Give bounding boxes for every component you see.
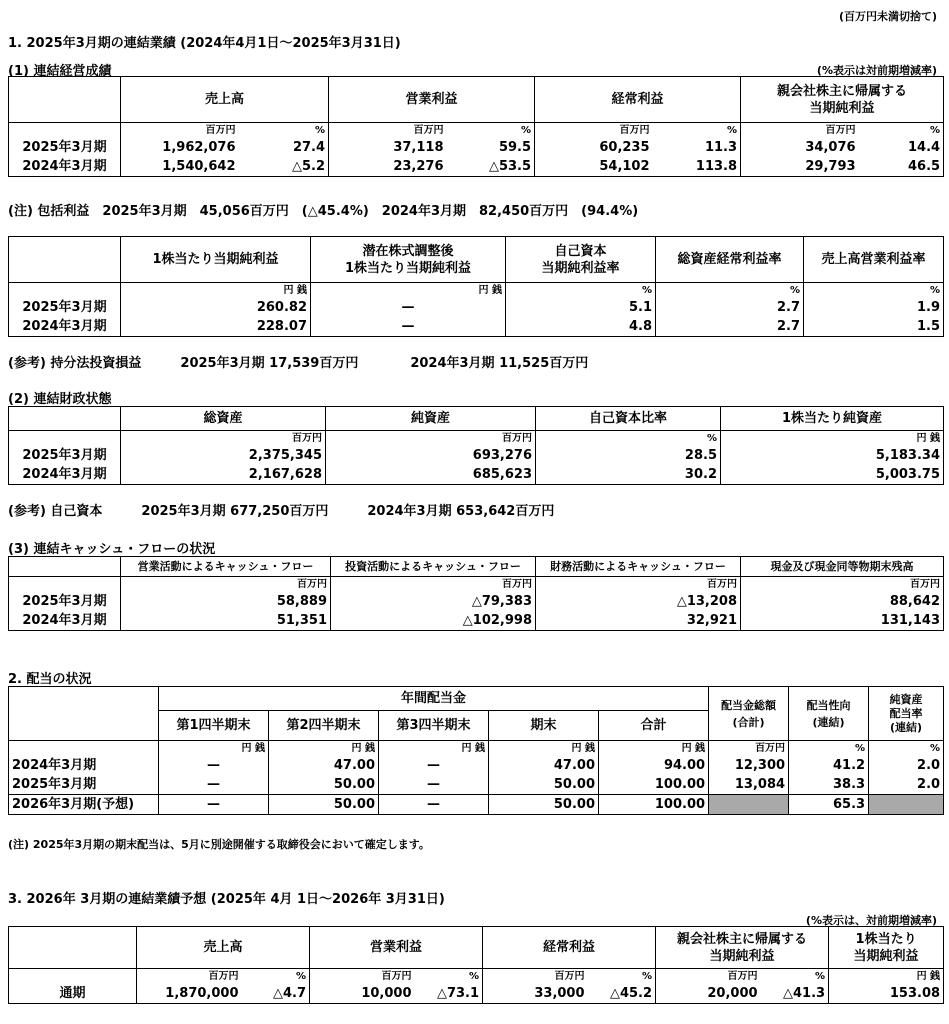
forecast-table [8, 926, 944, 1004]
header-dividend-on-equity: 純資産 配当率 (連結) [869, 687, 944, 741]
cell: 131,143 [741, 611, 944, 631]
header-eps: 1株当たり当期純利益 [121, 237, 311, 283]
cell: 1,870,000 [137, 984, 242, 1004]
cell: △41.3 [761, 984, 829, 1004]
unit: 百万円 [310, 969, 415, 985]
header-roe: 自己資本 当期純利益率 [506, 237, 656, 283]
cash-flow-table [8, 556, 944, 631]
cell: △73.1 [415, 984, 483, 1004]
unit: % [804, 283, 944, 299]
header-operating-cf: 営業活動によるキャッシュ・フロー [121, 557, 331, 577]
unit: 円 銭 [829, 969, 944, 985]
header-total-dividend: 配当金総額 (合計) [709, 687, 789, 741]
unit: % [653, 123, 741, 139]
cell: 46.5 [859, 157, 944, 177]
row-label: 通期 [9, 984, 137, 1004]
unit: % [536, 431, 721, 447]
header-net-assets: 純資産 [326, 407, 536, 431]
cell: 28.5 [536, 446, 721, 465]
header-diluted-eps: 潜在株式調整後 1株当たり当期純利益 [311, 237, 506, 283]
cell: △4.7 [242, 984, 310, 1004]
cell: 41.2 [789, 756, 869, 775]
equity-method-note: (参考) 持分法投資損益 2025年3月期 17,539百万円 2024年3月期 11,525百万円 [8, 356, 589, 371]
row-label: 2026年3月期(予想) [9, 795, 159, 815]
cell: 20,000 [656, 984, 761, 1004]
dividend-table [8, 686, 944, 815]
table-row [9, 317, 944, 337]
cell: 100.00 [599, 795, 709, 815]
section-2-title: 2. 配当の状況 [8, 672, 92, 687]
unit: 百万円 [535, 123, 653, 139]
cell: 2.7 [656, 317, 804, 337]
cell: 12,300 [709, 756, 789, 775]
cell: 693,276 [326, 446, 536, 465]
header-net-income: 親会社株主に帰属する 当期純利益 [741, 77, 944, 123]
cell: — [311, 317, 506, 337]
cell: 1.9 [804, 298, 944, 317]
financial-position-table [8, 406, 944, 485]
operating-results-table [8, 76, 944, 177]
table-row [9, 795, 944, 815]
header-eps: 1株当たり 当期純利益 [829, 927, 944, 969]
empty-cell [869, 795, 944, 815]
cell: 2,375,345 [121, 446, 326, 465]
header-cash-balance: 現金及び現金同等物期末残高 [741, 557, 944, 577]
cell: △53.5 [447, 157, 535, 177]
cell: — [311, 298, 506, 317]
cell: 1,962,076 [121, 138, 239, 157]
unit: 百万円 [536, 577, 741, 593]
header-equity-ratio: 自己資本比率 [536, 407, 721, 431]
unit: % [447, 123, 535, 139]
section-3-note: (%表示は、対前期増減率) [805, 914, 937, 927]
section-1-1-note: (%表示は対前期増減率) [816, 64, 937, 77]
header-operating-profit: 営業利益 [310, 927, 483, 969]
cell: 51,351 [121, 611, 331, 631]
cell: 113.8 [653, 157, 741, 177]
unit: 百万円 [329, 123, 447, 139]
unit: 百万円 [709, 741, 789, 757]
header-sales: 売上高 [121, 77, 329, 123]
cell: 5.1 [506, 298, 656, 317]
cell: △79,383 [331, 592, 536, 611]
unit: 円 銭 [489, 741, 599, 757]
unit: % [869, 741, 944, 757]
unit: 円 銭 [379, 741, 489, 757]
unit: 円 銭 [121, 283, 311, 299]
unit: 百万円 [326, 431, 536, 447]
table-row [9, 465, 944, 485]
unit: % [239, 123, 329, 139]
cell: 2.0 [869, 775, 944, 795]
row-label: 2025年3月期 [9, 298, 121, 317]
table-row [9, 611, 944, 631]
header-investing-cf: 投資活動によるキャッシュ・フロー [331, 557, 536, 577]
section-1-title: 1. 2025年3月期の連結業績 (2024年4月1日〜2025年3月31日) [8, 36, 401, 51]
table-row [9, 984, 944, 1004]
header-roa: 総資産経常利益率 [656, 237, 804, 283]
equity-note: (参考) 自己資本 2025年3月期 677,250百万円 2024年3月期 653,642百万円 [8, 504, 555, 519]
unit: % [859, 123, 944, 139]
cell: — [159, 795, 269, 815]
row-label: 2025年3月期 [9, 138, 121, 157]
cell: 11.3 [653, 138, 741, 157]
unit: 百万円 [656, 969, 761, 985]
dividend-note: (注) 2025年3月期の期末配当は、5月に別途開催する取締役会において確定します。 [8, 838, 430, 851]
unit: 円 銭 [721, 431, 944, 447]
header-sales: 売上高 [137, 927, 310, 969]
header-total-assets: 総資産 [121, 407, 326, 431]
unit: 百万円 [741, 123, 859, 139]
unit: 円 銭 [599, 741, 709, 757]
cell: 50.00 [269, 795, 379, 815]
row-label: 2024年3月期 [9, 317, 121, 337]
cell: 30.2 [536, 465, 721, 485]
section-1-3-title: (3) 連結キャッシュ・フローの状況 [8, 542, 216, 557]
cell: 60,235 [535, 138, 653, 157]
cell: 5,003.75 [721, 465, 944, 485]
cell: — [159, 756, 269, 775]
cell: 59.5 [447, 138, 535, 157]
cell: 27.4 [239, 138, 329, 157]
unit: % [242, 969, 310, 985]
header-bps: 1株当たり純資産 [721, 407, 944, 431]
header-q3: 第3四半期末 [379, 711, 489, 741]
unit: 円 銭 [311, 283, 506, 299]
table-row [9, 592, 944, 611]
cell: △13,208 [536, 592, 741, 611]
row-label: 2025年3月期 [9, 446, 121, 465]
unit: % [588, 969, 656, 985]
cell: 37,118 [329, 138, 447, 157]
header-ordinary-profit: 経常利益 [535, 77, 741, 123]
cell: 10,000 [310, 984, 415, 1004]
unit: 百万円 [483, 969, 588, 985]
cell: 50.00 [269, 775, 379, 795]
row-label: 2024年3月期 [9, 756, 159, 775]
header-q2: 第2四半期末 [269, 711, 379, 741]
unit: 百万円 [121, 123, 239, 139]
table-row [9, 298, 944, 317]
table-row [9, 775, 944, 795]
cell: 38.3 [789, 775, 869, 795]
header-annual-dividend: 年間配当金 [159, 687, 709, 711]
cell: 1.5 [804, 317, 944, 337]
unit: 百万円 [121, 577, 331, 593]
cell: 2,167,628 [121, 465, 326, 485]
cell: 32,921 [536, 611, 741, 631]
cell: 50.00 [489, 795, 599, 815]
row-label: 2025年3月期 [9, 775, 159, 795]
header-operating-profit: 営業利益 [329, 77, 535, 123]
unit: % [415, 969, 483, 985]
unit: % [656, 283, 804, 299]
cell: △5.2 [239, 157, 329, 177]
row-label: 2024年3月期 [9, 465, 121, 485]
cell: 94.00 [599, 756, 709, 775]
cell: 54,102 [535, 157, 653, 177]
empty-cell [709, 795, 789, 815]
row-label: 2024年3月期 [9, 611, 121, 631]
cell: 2.0 [869, 756, 944, 775]
cell: △102,998 [331, 611, 536, 631]
cell: 153.08 [829, 984, 944, 1004]
row-label: 2024年3月期 [9, 157, 121, 177]
unit: 百万円 [331, 577, 536, 593]
unit: 円 銭 [269, 741, 379, 757]
unit: % [506, 283, 656, 299]
cell: 100.00 [599, 775, 709, 795]
unit: % [789, 741, 869, 757]
unit: 百万円 [741, 577, 944, 593]
cell: 14.4 [859, 138, 944, 157]
unit: 百万円 [137, 969, 242, 985]
cell: 65.3 [789, 795, 869, 815]
header-payout-ratio: 配当性向 (連結) [789, 687, 869, 741]
cell: 23,276 [329, 157, 447, 177]
row-label: 2025年3月期 [9, 592, 121, 611]
cell: — [379, 756, 489, 775]
header-ordinary-profit: 経常利益 [483, 927, 656, 969]
cell: 47.00 [269, 756, 379, 775]
unit: % [761, 969, 829, 985]
cell: 47.00 [489, 756, 599, 775]
unit: 円 銭 [159, 741, 269, 757]
table-row [9, 446, 944, 465]
cell: 1,540,642 [121, 157, 239, 177]
cell: 50.00 [489, 775, 599, 795]
cell: 13,084 [709, 775, 789, 795]
cell: 4.8 [506, 317, 656, 337]
table-row [9, 138, 944, 157]
unit-note: (百万円未満切捨て) [838, 10, 937, 23]
cell: 2.7 [656, 298, 804, 317]
cell: — [379, 795, 489, 815]
header-operating-margin: 売上高営業利益率 [804, 237, 944, 283]
cell: — [159, 775, 269, 795]
header-net-income: 親会社株主に帰属する 当期純利益 [656, 927, 829, 969]
cell: 228.07 [121, 317, 311, 337]
cell: — [379, 775, 489, 795]
cell: 685,623 [326, 465, 536, 485]
cell: △45.2 [588, 984, 656, 1004]
cell: 5,183.34 [721, 446, 944, 465]
header-year-end: 期末 [489, 711, 599, 741]
cell: 29,793 [741, 157, 859, 177]
comprehensive-income-note: (注) 包括利益 2025年3月期 45,056百万円 (△45.4%) 2024年3月期 82,450百万円 (94.4%) [8, 204, 639, 219]
section-1-2-title: (2) 連結財政状態 [8, 392, 112, 407]
cell: 88,642 [741, 592, 944, 611]
cell: 34,076 [741, 138, 859, 157]
per-share-table [8, 236, 944, 337]
header-total: 合計 [599, 711, 709, 741]
cell: 58,889 [121, 592, 331, 611]
cell: 33,000 [483, 984, 588, 1004]
table-row [9, 756, 944, 775]
cell: 260.82 [121, 298, 311, 317]
header-q1: 第1四半期末 [159, 711, 269, 741]
section-1-1-title: (1) 連結経営成績 [8, 64, 112, 79]
table-row [9, 157, 944, 177]
section-3-title: 3. 2026年 3月期の連結業績予想 (2025年 4月 1日〜2026年 3月31日) [8, 892, 445, 907]
header-financing-cf: 財務活動によるキャッシュ・フロー [536, 557, 741, 577]
unit: 百万円 [121, 431, 326, 447]
